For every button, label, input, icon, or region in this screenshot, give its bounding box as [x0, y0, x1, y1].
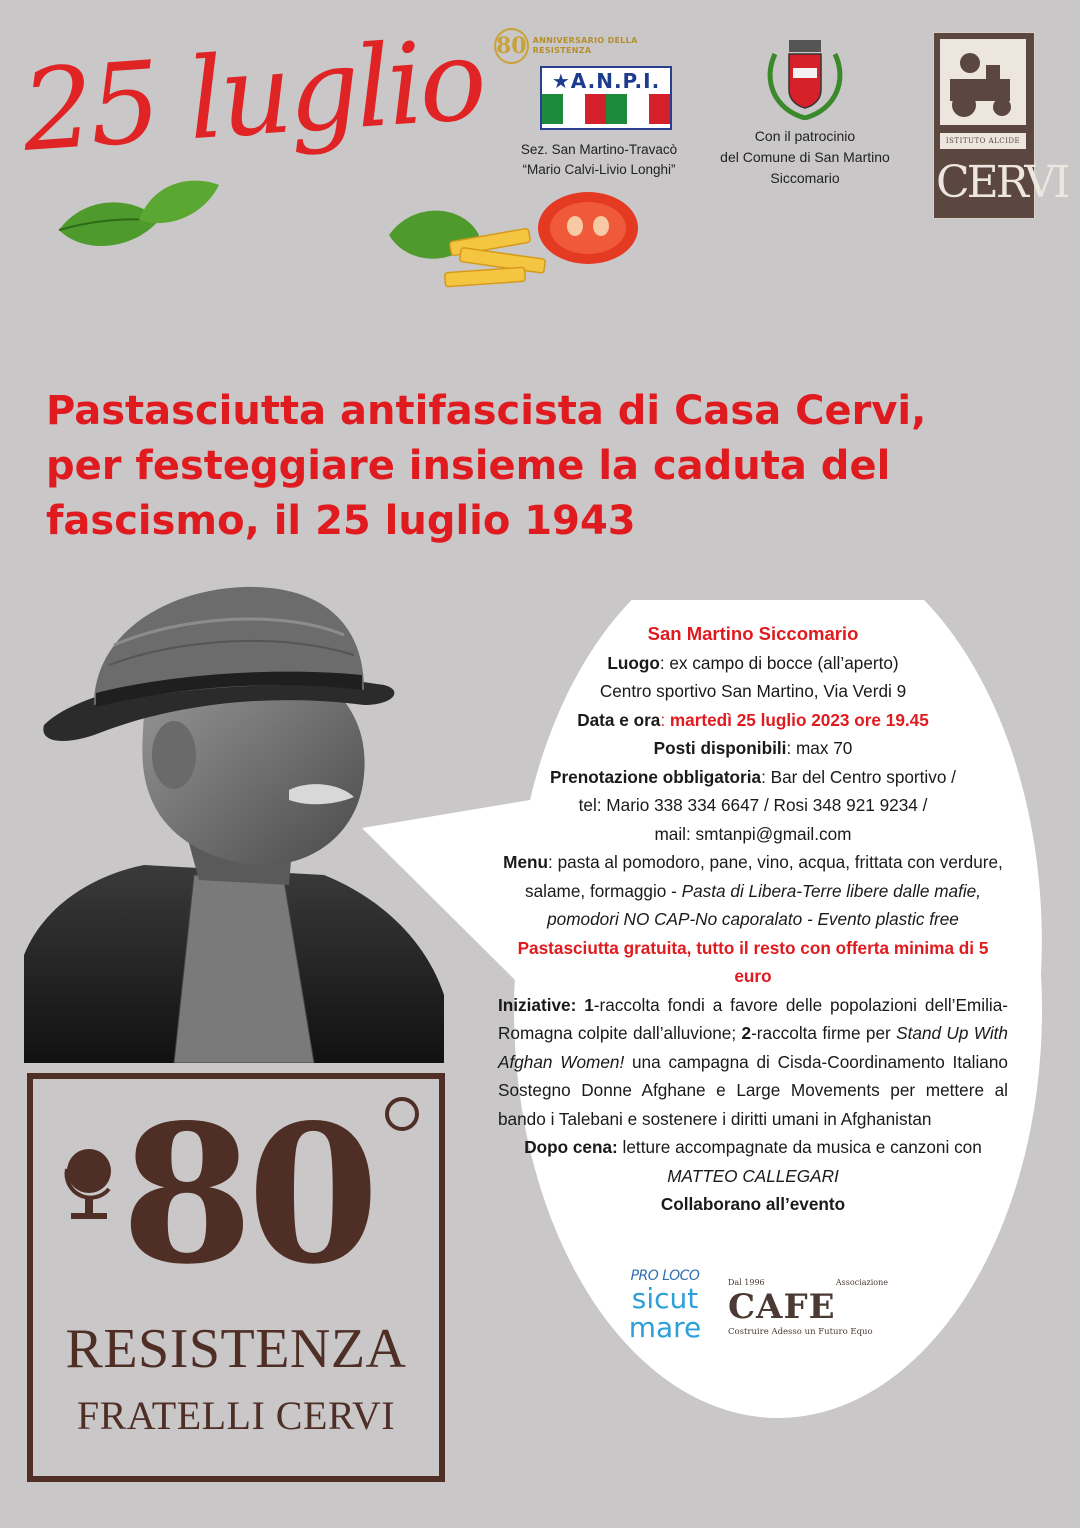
- coat-of-arms-icon: [763, 34, 847, 120]
- datetime-label: Data e ora: [577, 709, 661, 730]
- cafe-assoc: Associazione: [835, 1278, 888, 1287]
- anpi-logo: [494, 28, 676, 178]
- proloco-bot: mare: [628, 1311, 702, 1344]
- patronage-line1: Con il patrocinio: [754, 128, 856, 144]
- anpi-section-line1: Sez. San Martino-Travacò: [520, 142, 678, 157]
- cafe-logo: [728, 1278, 888, 1337]
- seats-value: : max 70: [786, 738, 853, 758]
- anniversary-text: ANNIVERSARIO DELLA RESISTENZA: [532, 36, 638, 55]
- badge-line2: FRATELLI CERVI: [76, 1393, 396, 1438]
- badge-line1: RESISTENZA: [65, 1318, 407, 1380]
- proloco-mid: sicut: [631, 1282, 699, 1315]
- event-place: San Martino Siccomario: [647, 623, 859, 644]
- badge-number: 80: [121, 1083, 374, 1306]
- menu-italic-text: Pasta di Libera-Terre libere dalle mafie, pomodori NO CAP-No caporalato - Evento plastic free: [547, 880, 982, 929]
- after-dinner-label: Dopo cena:: [524, 1137, 618, 1157]
- anpi-flag: [540, 66, 672, 130]
- istituto-name: CERVI: [936, 157, 1068, 208]
- location-label: Luogo: [607, 652, 660, 673]
- datetime-sep: :: [660, 709, 670, 730]
- headline-line2: per festeggiare insieme la caduta del: [46, 443, 891, 489]
- 25-luglio-logo: [14, 15, 487, 290]
- headline-line1: Pastasciutta antifascista di Casa Cervi,: [46, 388, 927, 434]
- booking-phone: tel: Mario 338 334 6647 / Rosi 348 921 9234 /: [578, 795, 928, 815]
- comune-patronage: [712, 34, 898, 189]
- sponsor-logos: [620, 1268, 890, 1358]
- after-dinner-text: letture accompagnate da musica e canzoni con: [617, 1137, 982, 1157]
- date-logo-text: 25 luglio: [18, 15, 487, 177]
- booking-value: : Bar del Centro sportivo /: [761, 766, 956, 787]
- menu-red-text: Pastasciutta gratuita, tutto il resto con offerta minima di 5 euro: [517, 937, 989, 986]
- cafe-name: CAFE: [728, 1287, 836, 1327]
- basil-leaf-icon: [134, 170, 224, 230]
- performer-name: MATTEO CALLEGARI: [667, 1165, 839, 1186]
- page-title: [46, 384, 1026, 549]
- tomato-icon: [535, 188, 641, 268]
- event-address: Centro sportivo San Martino, Via Verdi 9: [599, 681, 907, 701]
- patronage-line3: Siccomario: [770, 170, 840, 186]
- datetime-value: martedì 25 luglio 2023 ore 19.45: [669, 709, 929, 730]
- menu-label: Menu: [503, 852, 549, 872]
- initiatives-label: Iniziative:: [498, 994, 577, 1015]
- event-details: [498, 620, 1008, 1219]
- initiative-campaign-name: Stand Up With Afghan Women!: [498, 1023, 1008, 1072]
- headline-line3: fascismo, il 25 luglio 1943: [46, 498, 636, 544]
- anpi-name: ★A.N.P.I.: [542, 68, 670, 94]
- anpi-section-line2: “Mario Calvi-Livio Longhi”: [522, 162, 676, 177]
- menu-text: : pasta al pomodoro, pane, vino, acqua, frittata con verdure, salame, formaggio -: [524, 852, 1003, 901]
- resistenza-80-badge: [27, 1073, 445, 1482]
- tractor-icon: [940, 39, 1026, 125]
- degree-symbol: [385, 1097, 419, 1131]
- anniversary-number: 80: [494, 28, 529, 64]
- location-value: : ex campo di bocce (all’aperto): [659, 652, 899, 673]
- proloco-top: PRO LOCO: [630, 1268, 700, 1284]
- initiative-text-3: una campagna di Cisda-Coordinamento Italiano Sostegno Donne Afghane e Large Movements per mettere al bando i Talebani e sostenere i diritti umani in Afghanistan: [498, 1051, 1008, 1129]
- istituto-cervi-logo: [933, 32, 1068, 219]
- patronage-line2: del Comune di San Martino: [720, 149, 890, 165]
- proloco-logo: [620, 1268, 710, 1342]
- cafe-since: Dal 1996: [728, 1278, 765, 1287]
- seats-label: Posti disponibili: [653, 738, 787, 758]
- booking-mail: mail: smtanpi@gmail.com: [654, 823, 852, 844]
- istituto-label: ISTITUTO ALCIDE: [940, 133, 1026, 149]
- initiative-text-1: -raccolta fondi a favore delle popolazioni dell’Emilia-Romagna colpite dall’alluvione;: [498, 994, 1008, 1043]
- booking-label: Prenotazione obbligatoria: [550, 766, 762, 787]
- initiative-number-1: 1: [576, 994, 594, 1015]
- initiative-number-2: 2: [741, 1023, 752, 1043]
- collaborators-heading: Collaborano all’evento: [660, 1194, 846, 1214]
- globe-icon: [57, 1139, 117, 1229]
- initiative-text-2: -raccolta firme per: [751, 1023, 897, 1043]
- cafe-subtitle: Costruire Adesso un Futuro Equo: [728, 1327, 873, 1337]
